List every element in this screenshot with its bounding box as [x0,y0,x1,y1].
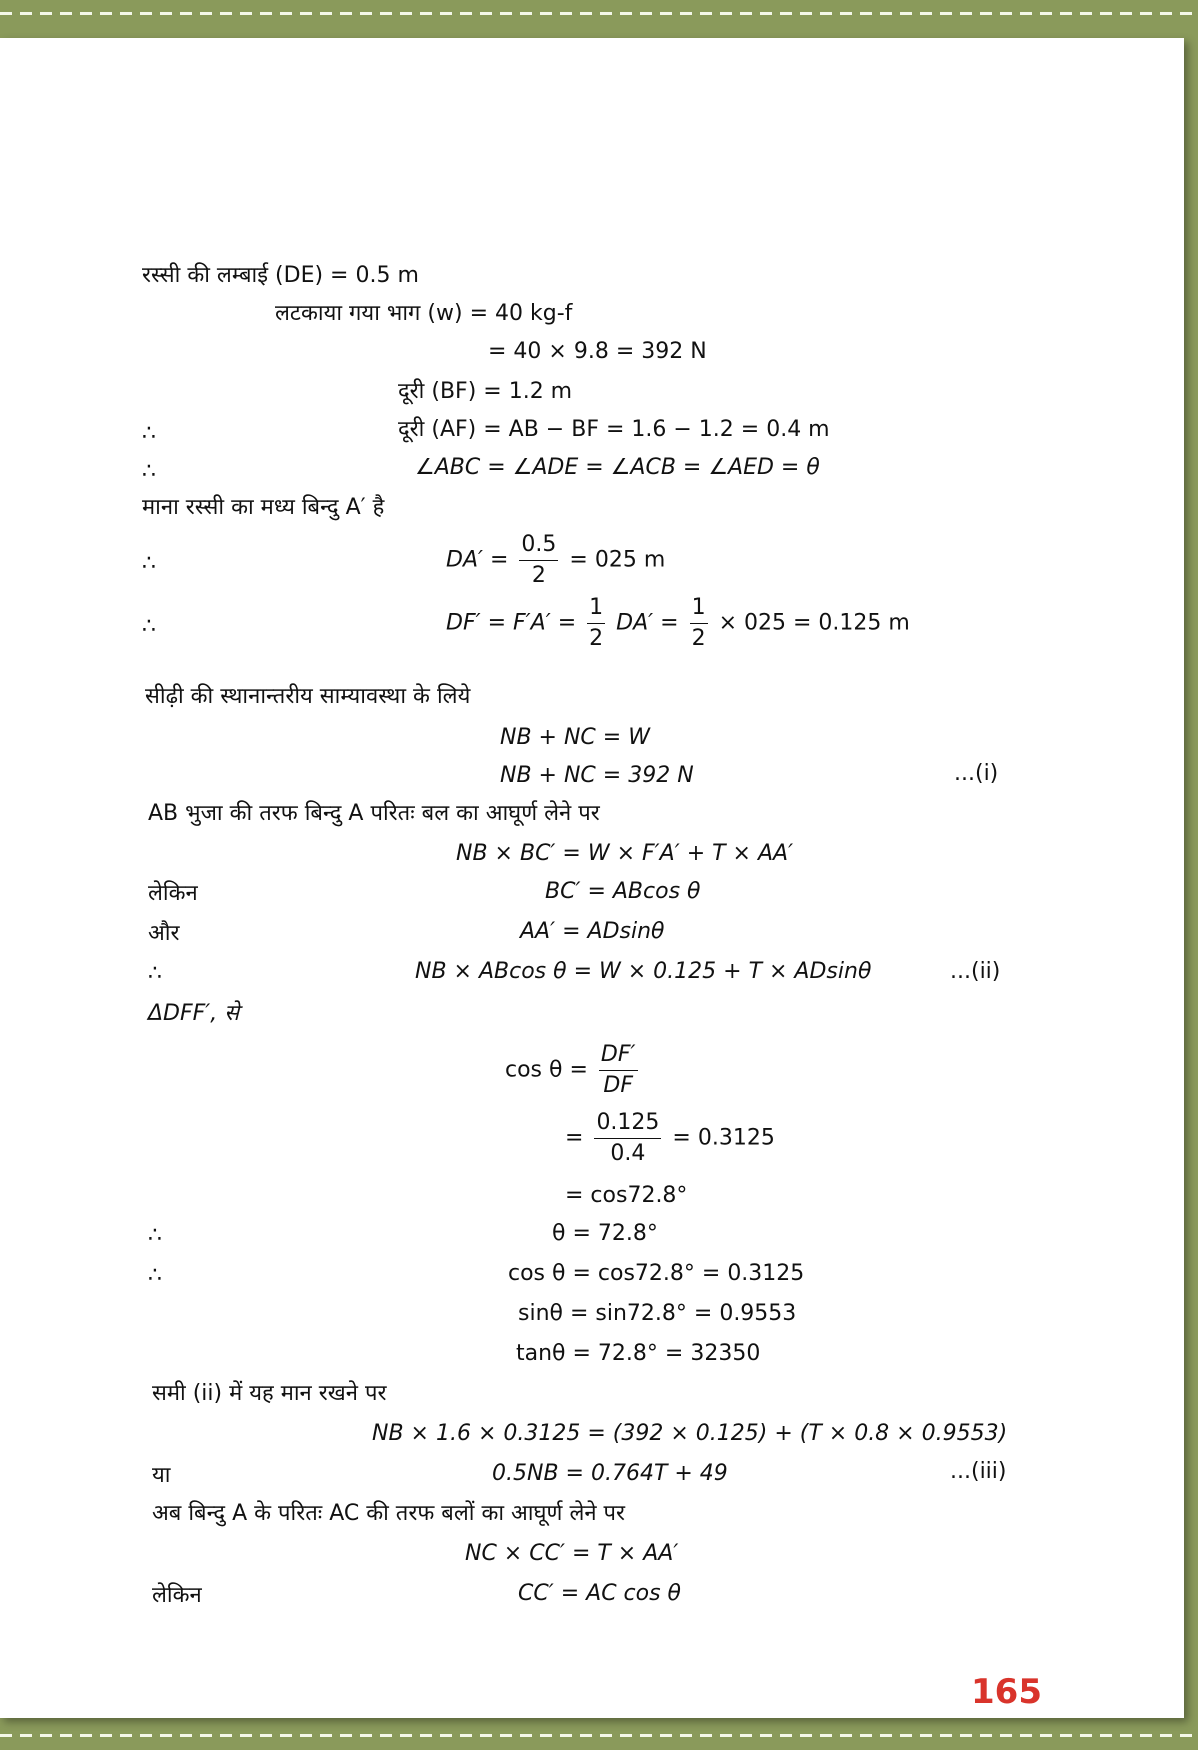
translational-equilibrium-heading: सीढ़ी की स्थानान्तरीय साम्यावस्था के लिये [145,684,471,709]
fraction: $\frac{0.125}{0.4}$ [596,1110,660,1166]
bottom-border [0,1734,1198,1737]
equation-tag: ...(iii) [950,1459,1007,1484]
hung-part-line: लटकाया गया भाग (w) = 40 kg-f [275,301,573,326]
therefore-symbol: ∴ [148,961,162,986]
df-prime-equation: DF′ = F′A′ = $\frac{1}{2}$ DA′ = $\frac{1}{2}$ × 025 = 0.125 m [446,593,910,654]
substituted-moment-equation: NB × ABcos θ = W × 0.125 + T × ADsinθ [415,959,872,984]
da-prime-equation: DA′ = $\frac{0.5}{2}$ = 025 m [446,530,665,591]
cos-theta-value: = $\frac{0.125}{0.4}$ = 0.3125 [565,1108,775,1169]
fraction: $\frac{1}{2}$ [589,595,604,651]
distance-af-line: दूरी (AF) = AB − BF = 1.6 − 1.2 = 0.4 m [398,417,830,442]
rope-midpoint-line: माना रस्सी का मध्य बिन्दु A′ है [142,495,385,520]
fraction: $\frac{0.5}{2}$ [521,532,557,588]
weight-newton-line: = 40 × 9.8 = 392 N [488,339,707,364]
moment-heading-ac: अब बिन्दु A के परितः AC की तरफ बलों का आघूर्ण लेने पर [152,1501,626,1526]
therefore-symbol: ∴ [148,1263,162,1288]
therefore-symbol: ∴ [142,421,156,446]
cos-theta-result: cos θ = cos72.8° = 0.3125 [508,1261,805,1286]
cc-prime-equation: CC′ = AC cos θ [518,1581,682,1606]
substituted-equation: NB × 1.6 × 0.3125 = (392 × 0.125) + (T × 0.8 × 0.9553) [372,1421,1008,1446]
moment-equation-ab: NB × BC′ = W × F′A′ + T × AA′ [456,841,794,866]
but-label: लेकिन [152,1583,202,1608]
tan-theta-result: tanθ = 72.8° = 32350 [516,1341,761,1366]
substitution-heading: समी (ii) में यह मान रखने पर [152,1381,387,1406]
bc-prime-equation: BC′ = ABcos θ [545,879,701,904]
equation-tag: ...(i) [954,761,999,786]
sin-theta-result: sinθ = sin72.8° = 0.9553 [518,1301,797,1326]
force-sum-equation: NB + NC = W [500,725,650,750]
and-label: और [148,921,180,946]
but-label: लेकिन [148,881,198,906]
page-number: 165 [971,1672,1042,1712]
distance-bf-line: दूरी (BF) = 1.2 m [398,379,573,404]
triangle-dff-heading: ΔDFF′, से [148,1001,240,1026]
therefore-symbol: ∴ [142,614,156,639]
theta-value-line: θ = 72.8° [552,1221,658,1246]
cos-angle-line: = cos72.8° [565,1183,688,1208]
simplified-equation: 0.5NB = 0.764T + 49 [492,1461,728,1486]
or-label: या [152,1463,171,1488]
fraction: $\frac{1}{2}$ [691,595,706,651]
moment-heading-ab: AB भुजा की तरफ बिन्दु A परितः बल का आघूर्ण लेने पर [148,801,600,826]
equation-tag: ...(ii) [950,959,1001,984]
therefore-symbol: ∴ [142,459,156,484]
cos-theta-ratio: cos θ = $\frac{DF'}{DF}$ [505,1040,642,1101]
therefore-symbol: ∴ [142,551,156,576]
page-sheet [0,38,1184,1718]
force-sum-value-equation: NB + NC = 392 N [500,763,694,788]
angle-equality-line: ∠ABC = ∠ADE = ∠ACB = ∠AED = θ [415,455,820,480]
fraction: $\frac{DF'}{DF}$ [600,1042,636,1098]
therefore-symbol: ∴ [148,1223,162,1248]
aa-prime-equation: AA′ = ADsinθ [520,919,665,944]
moment-equation-ac: NC × CC′ = T × AA′ [465,1541,679,1566]
top-border [0,12,1198,15]
rope-length-line: रस्सी की लम्बाई (DE) = 0.5 m [142,263,419,288]
